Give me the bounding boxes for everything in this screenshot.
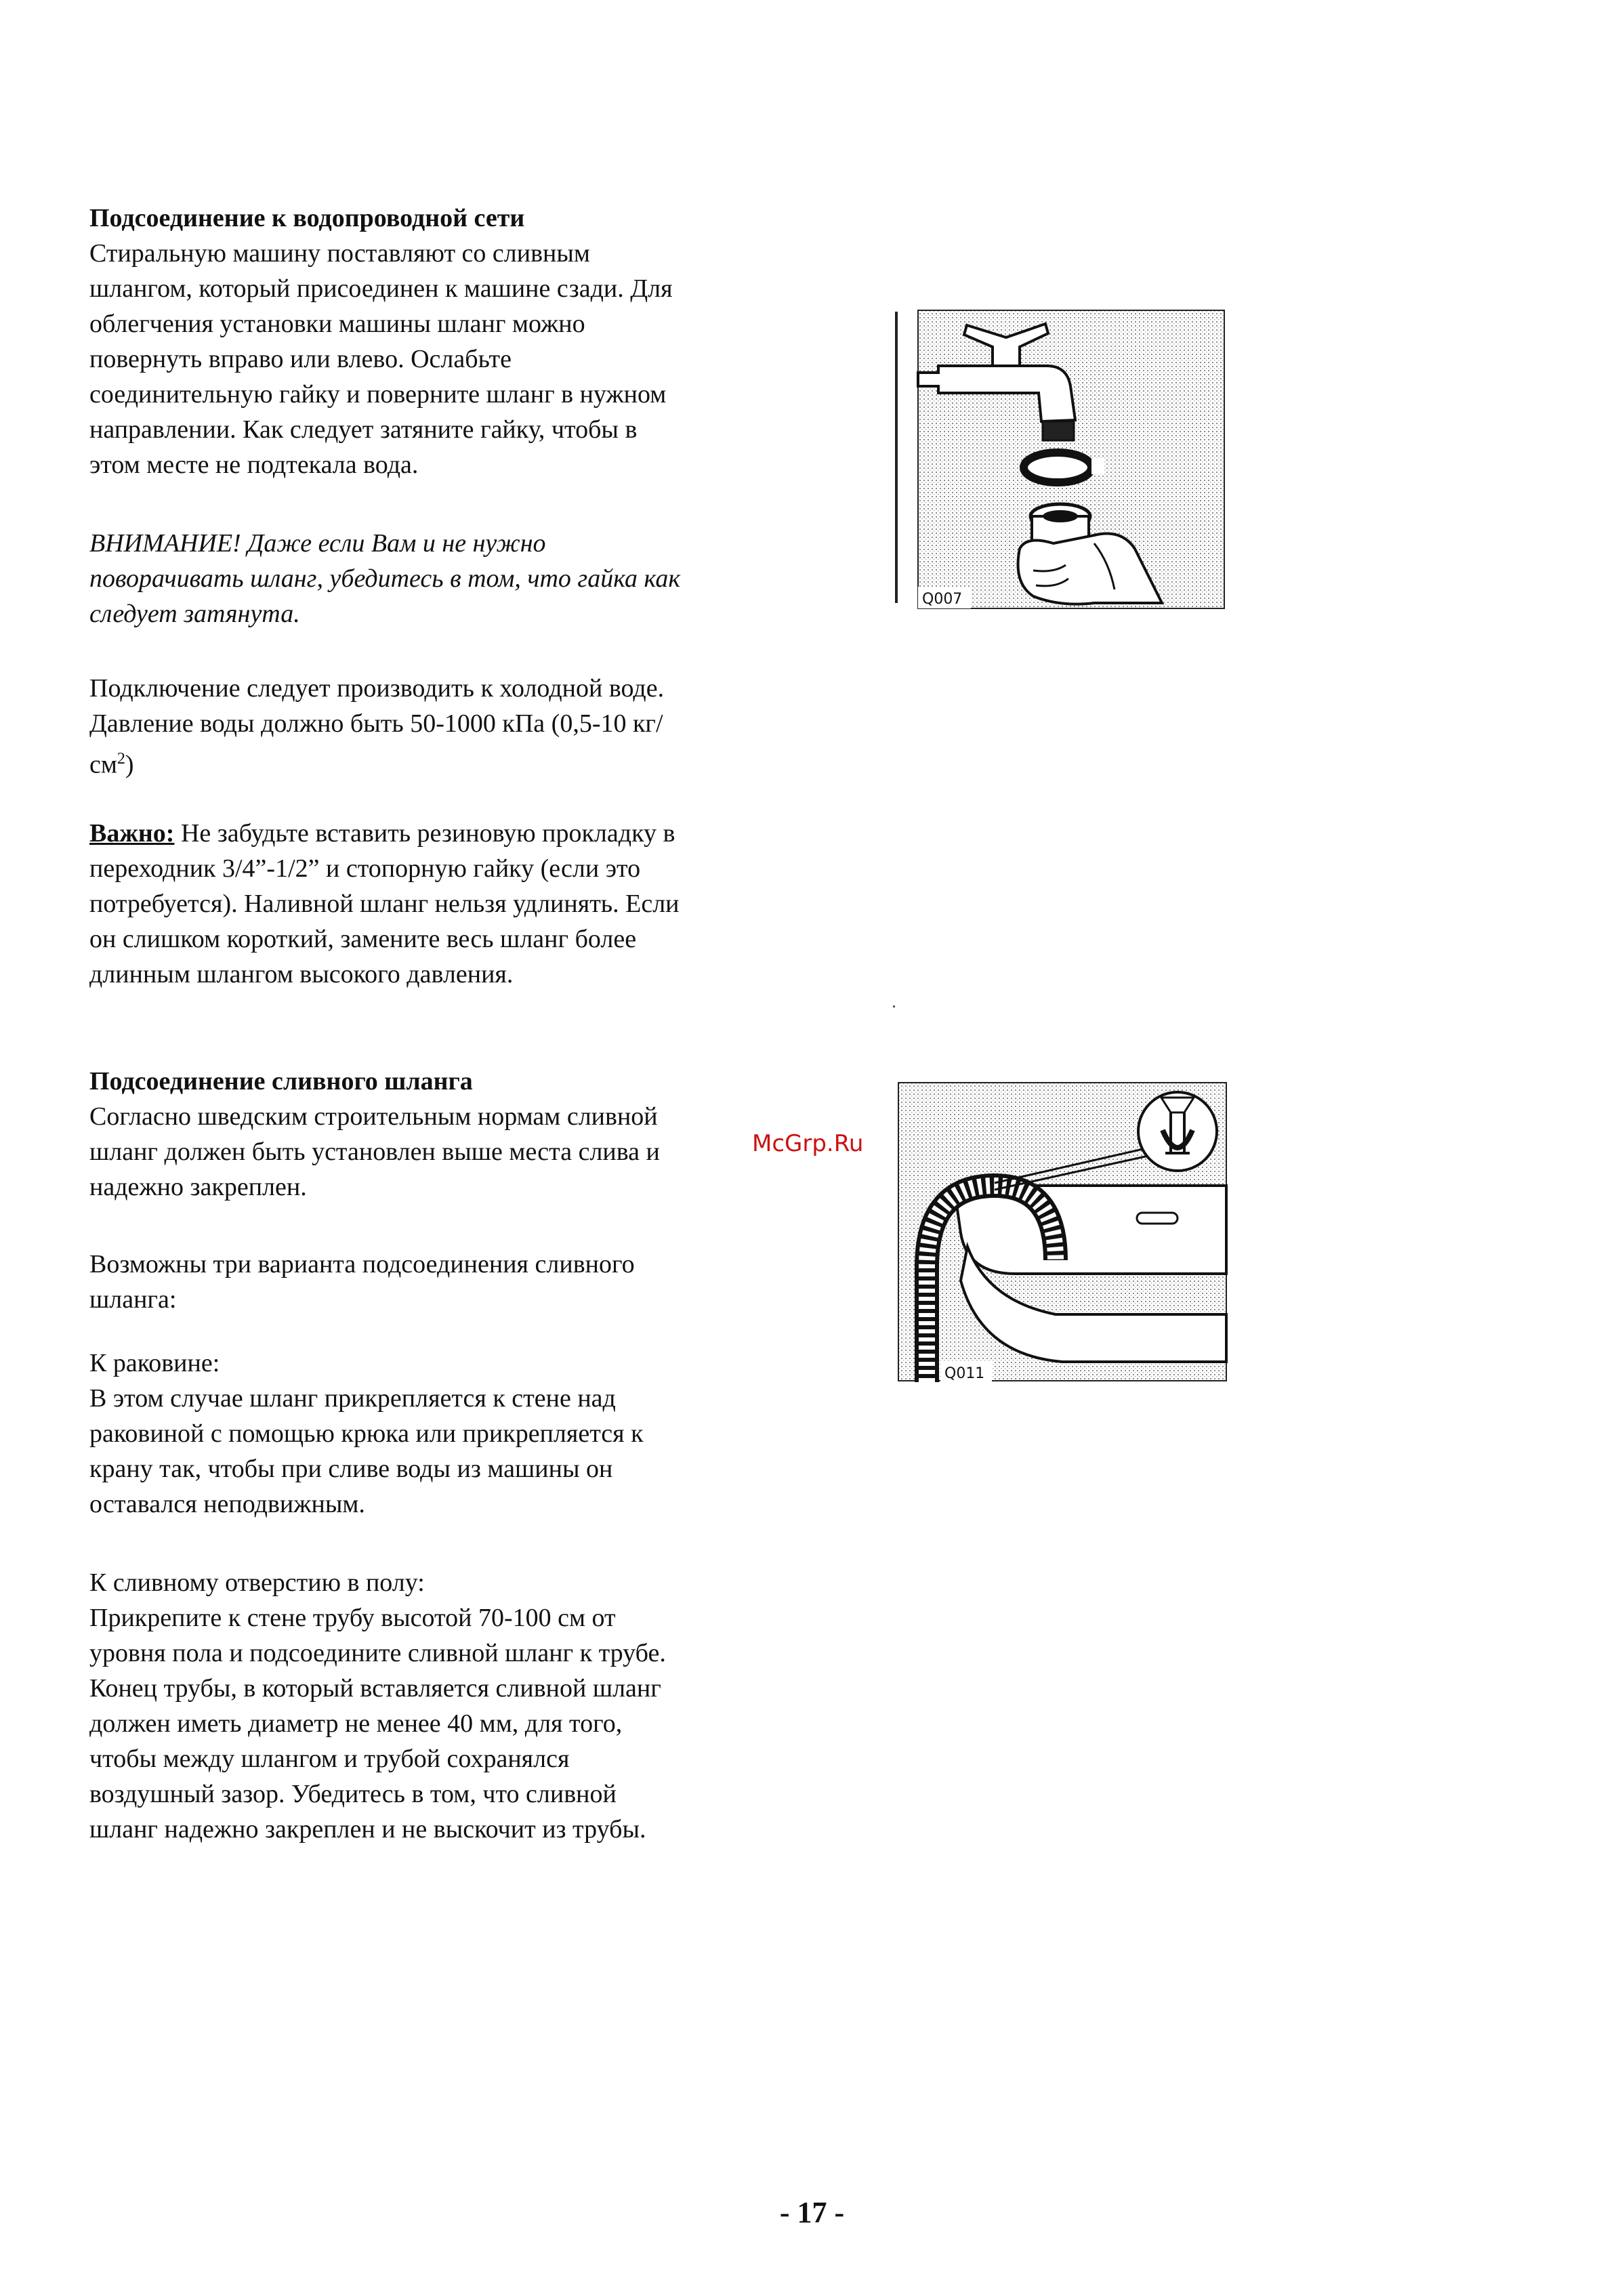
subheading-sink: К раковине: — [89, 1349, 220, 1377]
paragraph-line: крану так, чтобы при сливе воды из машины он — [89, 1455, 613, 1483]
sink-paragraph — [89, 1346, 821, 1522]
paragraph-line: Возможны три варианта подсоединения сливного — [89, 1250, 635, 1278]
washer-ring — [1024, 453, 1091, 482]
paragraph-line: надежно закреплен. — [89, 1173, 307, 1201]
important-first-text: Не забудьте вставить резиновую прокладку в — [174, 819, 675, 848]
pressure-unit-superscript: 2 — [117, 750, 125, 768]
adapter-nut-opening — [1043, 510, 1078, 522]
warning-paragraph — [89, 526, 821, 631]
paragraph-line: он слишком короткий, замените весь шланг более — [89, 925, 637, 953]
paragraph-line: шланг надежно закреплен и не выскочит из трубы. — [89, 1815, 646, 1844]
warning-line: следует затянута. — [89, 600, 300, 628]
pressure-unit: см — [89, 750, 117, 779]
paragraph-line: переходник 3/4”-1/2” и стопорную гайку (если это — [89, 854, 641, 883]
options-paragraph — [89, 1247, 821, 1317]
paragraph-line: воздушный зазор. Убедитесь в том, что сливной — [89, 1780, 617, 1808]
paragraph-line: Подключение следует производить к холодной воде. — [89, 674, 665, 703]
floor-drain-paragraph — [89, 1565, 821, 1847]
section-heading-drain: Подсоединение сливного шланга — [89, 1067, 473, 1096]
warning-line: поворачивать шланг, убедитесь в том, что гайка как — [89, 564, 681, 593]
paragraph-line: шлангом, который присоединен к машине сзади. Для — [89, 274, 673, 303]
paragraph-line: потребуется). Наливной шланг нельзя удлинять. Если — [89, 890, 680, 918]
sink-rim — [954, 1186, 1226, 1274]
paragraph-line: повернуть вправо или влево. Ослабьте — [89, 345, 512, 373]
pressure-unit-line — [89, 741, 821, 783]
figure-label-drain: Q011 — [944, 1365, 985, 1382]
warning-line: ВНИМАНИЕ! Даже если Вам и не нужно — [89, 529, 546, 558]
scan-speck — [893, 1005, 895, 1007]
paragraph-line: длинным шлангом высокого давления. — [89, 960, 514, 988]
paragraph-line: соединительную гайку и поверните шланг в нужном — [89, 380, 667, 409]
subheading-floor-drain: К сливному отверстию в полу: — [89, 1568, 425, 1597]
important-first-line — [89, 816, 821, 851]
paragraph-line: оставался неподвижным. — [89, 1490, 365, 1518]
paragraph-line: этом месте не подтекала вода. — [89, 451, 419, 479]
faucet-illustration — [891, 305, 1230, 617]
faucet-thread — [1043, 421, 1074, 440]
paragraph-line: В этом случае шланг прикрепляется к стене над — [89, 1384, 616, 1413]
paragraph-line: шланга: — [89, 1285, 177, 1314]
paragraph-line: уровня пола и подсоедините сливной шланг к трубе. — [89, 1639, 666, 1667]
paragraph-line: Давление воды должно быть 50-1000 кПа (0,5-10 кг/ — [89, 709, 663, 738]
page-number: - 17 - — [779, 2196, 845, 2229]
paragraph-line: облегчения установки машины шланг можно — [89, 310, 585, 338]
paragraph-line: чтобы между шлангом и трубой сохранялся — [89, 1745, 570, 1773]
paragraph-line: Согласно шведским строительным нормам сливной — [89, 1102, 658, 1131]
sink-drain-slot — [1137, 1213, 1178, 1224]
paragraph-line: Прикрепите к стене трубу высотой 70-100 см от — [89, 1604, 616, 1632]
important-paragraph — [89, 816, 821, 992]
section-heading-water: Подсоединение к водопроводной сети — [89, 204, 525, 232]
paragraph-line: Конец трубы, в который вставляется сливной шланг — [89, 1674, 661, 1703]
washer-gap — [1091, 458, 1104, 474]
watermark: McGrp.Ru — [752, 1130, 864, 1157]
paragraph-line: раковиной с помощью крюка или прикрепляется к — [89, 1419, 644, 1448]
paragraph-line: направлении. Как следует затяните гайку, чтобы в — [89, 415, 638, 444]
paragraph-line: Стиральную машину поставляют со сливным — [89, 239, 590, 268]
paragraph-line: должен иметь диаметр не менее 40 мм, для того, — [89, 1709, 623, 1738]
important-label: Важно: — [89, 819, 175, 848]
section-drain-hose — [89, 1064, 821, 1205]
pressure-paragraph — [89, 671, 821, 783]
pressure-unit-tail: ) — [125, 750, 134, 779]
section-water-connection — [89, 201, 821, 482]
figure-label-faucet: Q007 — [922, 591, 963, 608]
drain-hose-illustration — [893, 1077, 1232, 1389]
paragraph-line: шланг должен быть установлен выше места слива и — [89, 1138, 660, 1166]
